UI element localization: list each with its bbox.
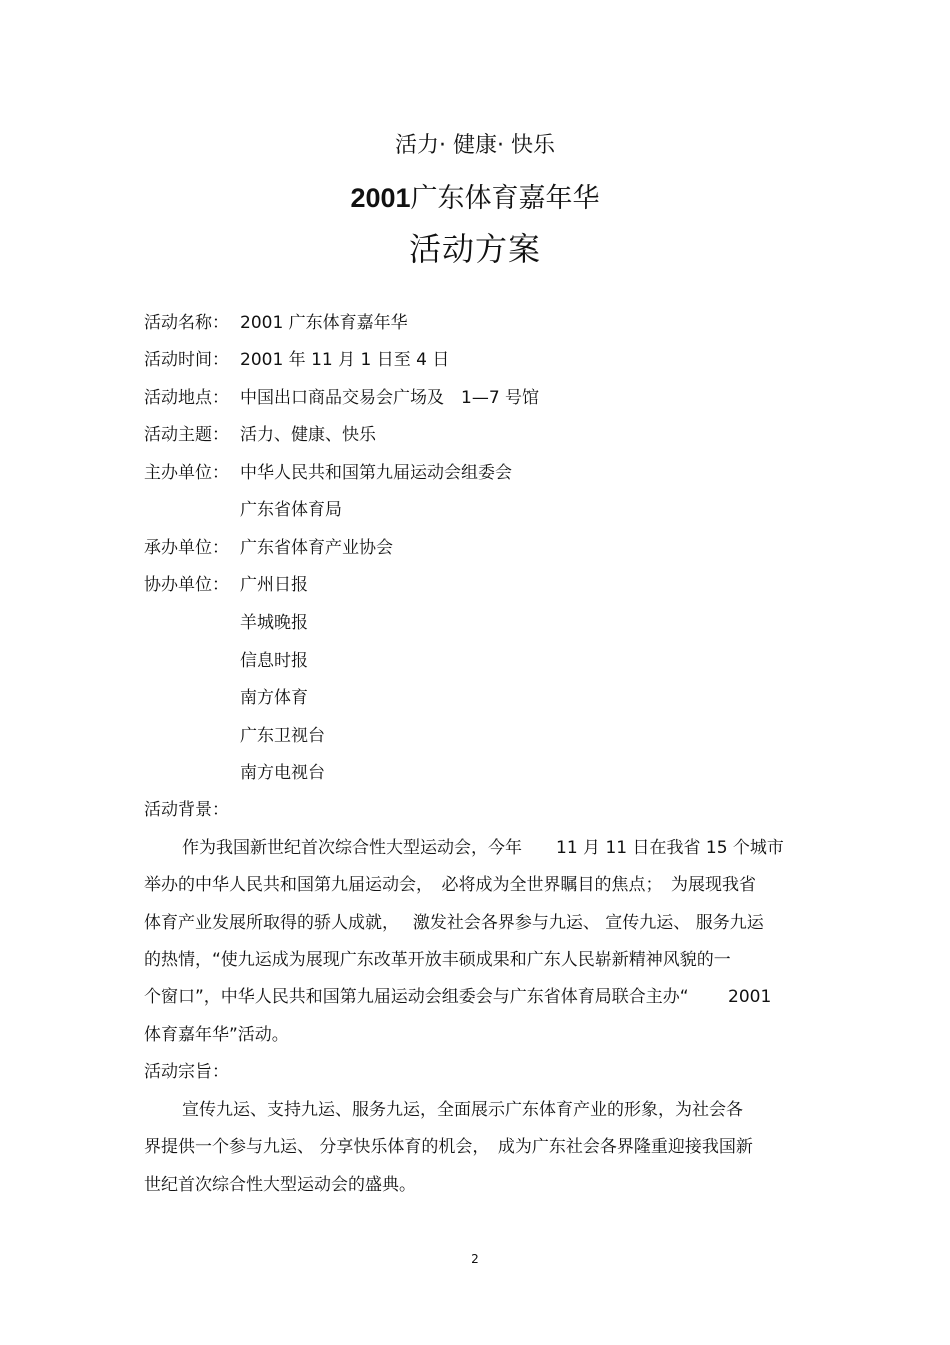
page-number: 2 (471, 1252, 479, 1266)
field-label: 协办单位： (144, 575, 229, 595)
field-value: 2001 广东体育嘉年华 (240, 313, 408, 333)
field-value: 中华人民共和国第九届运动会组委会 (240, 463, 512, 483)
co-organizer-item: 羊城晚报 (240, 613, 308, 633)
field-venue (144, 386, 539, 410)
field-label: 活动时间： (144, 350, 229, 370)
field-time (144, 348, 449, 372)
background-line: 的热情，“使九运成为展现广东改革开放丰硕成果和广东人民崭新精神风貌的一 (144, 950, 731, 970)
field-label: 活动地点： (144, 388, 229, 408)
field-label: 活动主题： (144, 425, 229, 445)
co-organizer-item: 南方体育 (240, 688, 308, 708)
field-label: 主办单位： (144, 463, 229, 483)
purpose-line: 宣传九运、支持九运、服务九运，全面展示广东体育产业的形象，为社会各 (182, 1100, 743, 1120)
field-label: 承办单位： (144, 538, 229, 558)
field-organizer (144, 536, 393, 560)
field-theme (144, 423, 376, 447)
field-hosts (144, 461, 512, 485)
field-value: 广东省体育产业协会 (240, 538, 393, 558)
slogan: 活力· 健康· 快乐 (395, 133, 555, 158)
field-label: 活动名称： (144, 313, 229, 333)
background-line: 举办的中华人民共和国第九届运动会， 必将成为全世界瞩目的焦点； 为展现我省 (144, 875, 756, 895)
background-heading: 活动背景： (144, 800, 229, 820)
background-line: 体育嘉年华”活动。 (144, 1025, 289, 1045)
background-line: 作为我国新世纪首次综合性大型运动会，今年 11 月 11 日在我省 15 个城市 (182, 838, 784, 858)
purpose-line: 世纪首次综合性大型运动会的盛典。 (144, 1175, 416, 1195)
field-value: 2001 年 11 月 1 日至 4 日 (240, 350, 450, 370)
purpose-heading: 活动宗旨： (144, 1062, 229, 1082)
field-value: 广州日报 (240, 575, 308, 595)
field-co-organizers (144, 573, 308, 597)
background-line: 体育产业发展所取得的骄人成就， 激发社会各界参与九运、 宣传九运、 服务九运 (144, 913, 764, 933)
event-title (0, 176, 950, 215)
co-organizer-item: 广东卫视台 (240, 726, 325, 746)
field-value: 活力、健康、快乐 (240, 425, 376, 445)
field-name (144, 311, 408, 335)
event-year: 2001 (350, 183, 411, 213)
event-name: 广东体育嘉年华 (410, 183, 600, 214)
background-line: 个窗口”，中华人民共和国第九届运动会组委会与广东省体育局联合主办“ 2001 (144, 987, 772, 1007)
co-organizer-item: 信息时报 (240, 651, 308, 671)
plan-title: 活动方案 (408, 230, 541, 268)
field-value: 中国出口商品交易会广场及 1—7 号馆 (240, 388, 540, 408)
purpose-line: 界提供一个参与九运、 分享快乐体育的机会， 成为广东社会各界隆重迎接我国新 (144, 1137, 753, 1157)
host-item: 广东省体育局 (240, 500, 342, 520)
co-organizer-item: 南方电视台 (240, 763, 325, 783)
